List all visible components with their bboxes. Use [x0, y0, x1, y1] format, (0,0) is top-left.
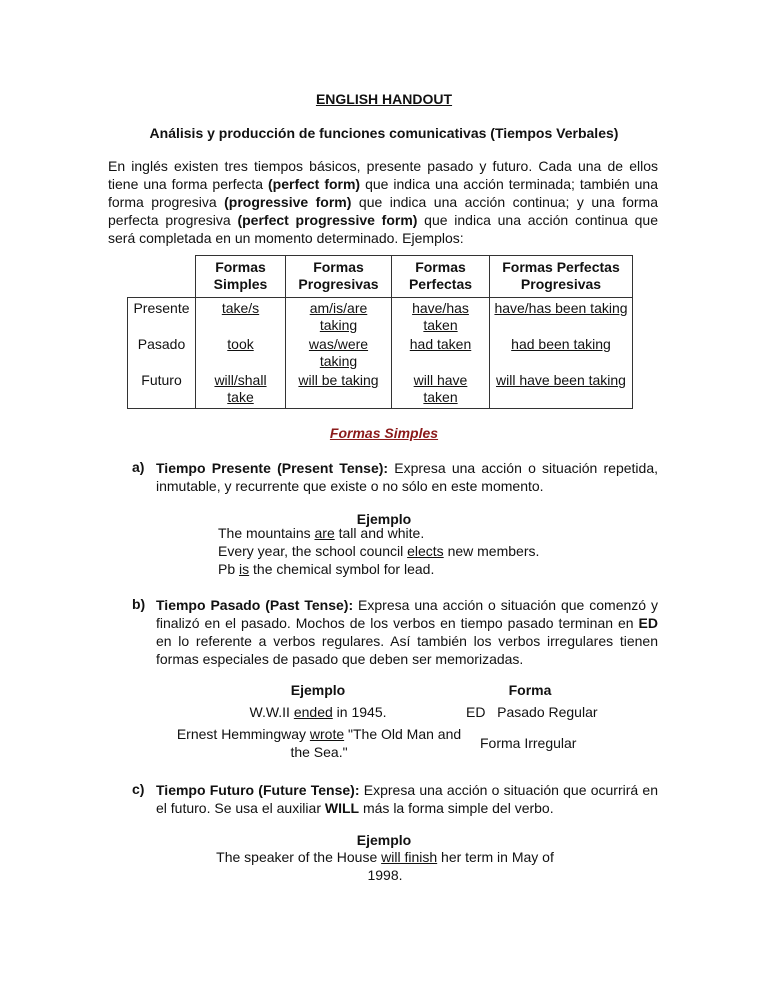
table-cell: will have taken — [392, 370, 490, 409]
row-label: Presente — [128, 298, 196, 335]
example-heading: Ejemplo — [356, 511, 412, 527]
form-label: Forma Irregular — [480, 735, 577, 751]
will-term: WILL — [324, 800, 360, 816]
table-cell: have/has taken — [392, 298, 490, 335]
page-subtitle: Análisis y producción de funciones comunicativas (Tiempos Verbales) — [149, 125, 619, 141]
table-header: Formas Progresivas — [286, 256, 392, 298]
row-label: Futuro — [128, 370, 196, 409]
item-c-label: c) — [132, 781, 145, 797]
item-a-text — [156, 459, 658, 495]
example-sentence: The speaker of the House will finish her term in May of 1998. — [216, 849, 554, 883]
example-verb: is — [239, 561, 250, 577]
page-title: ENGLISH HANDOUT — [315, 91, 453, 107]
item-a-label: a) — [132, 459, 145, 475]
perfect-progressive-form-term: (perfect progressive form) — [237, 212, 418, 228]
intro-text-2: que indica una acción terminada; también una forma progresiva — [108, 176, 658, 210]
intro-paragraph — [108, 157, 658, 247]
example-sentence: Ernest Hemmingway wrote "The Old Man and the Sea." — [176, 726, 462, 760]
example-verb: ended — [293, 704, 333, 720]
table-header: Formas Simples — [196, 256, 286, 298]
tense-table — [127, 255, 633, 409]
form-heading: Forma — [508, 682, 552, 698]
table-cell: have/has been taking — [490, 298, 633, 335]
table-cell: will/shall take — [196, 370, 286, 409]
table-cell: will be taking — [286, 370, 392, 409]
perfect-form-term: (perfect form) — [268, 176, 361, 192]
form-label: ED Pasado Regular — [466, 704, 598, 720]
example-verb: are — [314, 525, 335, 541]
table-corner — [128, 256, 196, 298]
example-sentence: The mountains are tall and white. — [218, 525, 425, 541]
item-c-text: Tiempo Futuro (Future Tense): Expresa una acción o situación que ocurrirá en el futuro. Se usa el auxiliar WILL más la forma simple del verbo. — [156, 782, 658, 816]
table-header: Formas Perfectas — [392, 256, 490, 298]
intro-text-1: En inglés existen tres tiempos básicos, presente pasado y futuro. Cada una de ellos tiene una forma perfecta — [108, 158, 658, 192]
table-cell: will have been taking — [490, 370, 633, 409]
item-b-title: Tiempo Pasado (Past Tense): — [156, 597, 354, 613]
item-b-label: b) — [132, 596, 146, 612]
example-heading: Ejemplo — [356, 832, 412, 848]
progressive-form-term: (progressive form) — [224, 194, 352, 210]
table-row — [128, 370, 633, 409]
table-cell: had been taking — [490, 334, 633, 370]
example-heading: Ejemplo — [290, 682, 346, 698]
table-cell: take/s — [196, 298, 286, 335]
table-row — [128, 334, 633, 370]
table-cell: am/is/are taking — [286, 298, 392, 335]
intro-text-4: que indica una acción continua que será completada en un momento determinado. Ejemplos: — [108, 212, 658, 246]
item-a-body: Expresa una acción o situación repetida, inmutable, y recurrente que existe o no sólo en este momento. — [156, 460, 659, 494]
item-c-title: Tiempo Futuro (Future Tense): — [156, 782, 360, 798]
row-label: Pasado — [128, 334, 196, 370]
ed-term: ED — [638, 615, 658, 631]
item-a-title: Tiempo Presente (Present Tense): — [156, 460, 389, 476]
example-sentence: Every year, the school council elects new members. — [218, 543, 540, 559]
table-row — [128, 298, 633, 335]
section-heading: Formas Simples — [329, 425, 439, 441]
example-verb: elects — [407, 543, 444, 559]
intro-text-3: que indica una acción continua; y una forma perfecta progresiva — [108, 194, 658, 228]
example-sentence: W.W.II ended in 1945. — [249, 704, 387, 720]
table-header-row — [128, 256, 633, 298]
table-cell: took — [196, 334, 286, 370]
example-sentence: Pb is the chemical symbol for lead. — [218, 561, 435, 577]
example-verb: will finish — [381, 849, 438, 865]
item-b-text: Tiempo Pasado (Past Tense): Expresa una acción o situación que comenzó y finalizó en el pasado. Mochos de los verbos en tiempo pasado terminan en ED en lo referente a verbos regulares. Así también los verbos irregulares tienen formas especiales de pasado que deben ser memorizadas. — [156, 597, 658, 667]
example-verb: wrote — [309, 726, 345, 742]
table-header: Formas Perfectas Progresivas — [490, 256, 633, 298]
item-a-examples — [218, 524, 539, 578]
table-cell: had taken — [392, 334, 490, 370]
table-cell: was/were taking — [286, 334, 392, 370]
